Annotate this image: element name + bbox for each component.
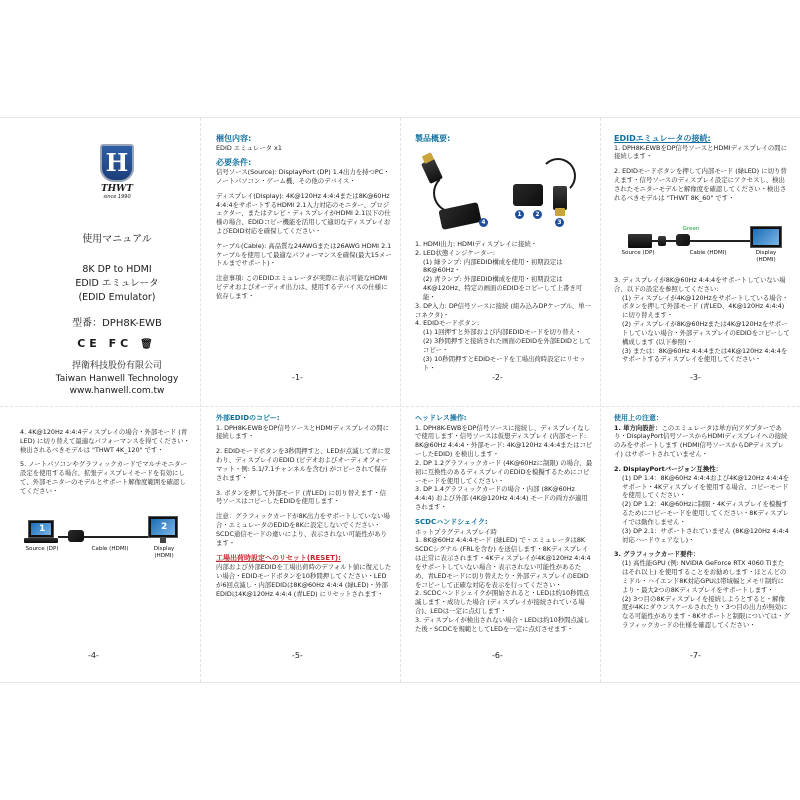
connection-heading: EDIDエミュレータの接続:	[614, 134, 711, 143]
req-display: ディスプレイ(Display): 4K@120Hz 4:4:4または8K@60Hz 4:4:4をサポートするHDMI 2.1入力対応のモニター、プロジェクター、またはテレビ・ディスプレイがHDMI 2.1以下の仕様の場合、EDIDコピー機能を活用して適切なディスプレイおよびEDID対応を確保してください・	[216, 191, 391, 235]
note-2-item: (2) DP 1.2：4K@60Hzに制限・4Kディスプレイを模擬するためにコピーモードを使用してください・8Kディスプレイでは動作しません・	[622, 500, 789, 526]
green-led-label: Green	[682, 226, 700, 232]
multi-monitor-diagram	[24, 516, 194, 572]
model-number: 型番：DPH8K-EWB	[72, 318, 162, 330]
laptop-icon: 1	[28, 520, 54, 538]
notes-heading: 使用上の注意：	[614, 414, 663, 422]
note-2-item: (1) DP 1.4：8K@60Hz 4:4:4および4K@120Hz 4:4:4をサポート・4Kディスプレイを使用する場合、コピーモードを使用してください・	[622, 473, 790, 500]
overview-item: 4. EDIDモードボタン:	[415, 319, 480, 328]
note-3-item: (2) 3つ目の8Kディスプレイを接続しようとすると・解像度が4Kにダウンスケールされたり・3つ目の出力が無効になる可能性があります・8Kサポートと制限については・グラフィックカードの仕様を確認してください・	[622, 594, 790, 630]
overview-item: 3. DP入力: DP信号ソースに接続 (組み込みDPケーブル、単一コネクタ)・	[415, 301, 591, 319]
page-number: -2-	[492, 373, 503, 382]
requirements-heading: 必要条件:	[216, 158, 252, 168]
page-5	[216, 414, 392, 599]
page-1	[216, 134, 392, 307]
weee-bin-icon: 🗑	[140, 339, 157, 351]
connect-step-4: 4. 4K@120Hz 4:4:4ディスプレイの場合・外部モード (青LED) に切り替えて最適なパフォーマンスを得てください・検出されるべきモデルは "THWT 4K_120" です・	[20, 428, 190, 454]
overview-item: (3) 10秒間押すとEDIDモードを工場出荷時設定にリセット・	[423, 354, 586, 372]
thwt-shield-logo: H	[100, 144, 134, 182]
copy-step-1: 1. DPH8K-EWBをDP信号ソースとHDMIディスプレイの間に接続します・	[216, 423, 390, 441]
overview-item: (1) 1回押すと外部および内部EDIDモードを切り替え・	[423, 328, 582, 337]
connect-step-3-sub: (2) ディスプレイが8K@60Hzまたは4K@120Hzをサポートしていない場合・外部ディスプレイのEDIDをコピーして構成します (以下参照)・	[622, 320, 790, 346]
page-number: -6-	[492, 651, 503, 660]
connect-step-3-sub: (3) または：8K@60Hz 4:4:4または4K@120Hz 4:4:4をサポートするディスプレイを使用してください・	[622, 346, 788, 364]
fold-line	[200, 118, 201, 682]
overview-item: 2. LED状態インジケーター:	[415, 248, 496, 257]
fold-line	[600, 118, 601, 682]
source-label: Source (DP)	[621, 250, 655, 256]
display-monitor-icon	[750, 226, 782, 248]
note-3-title: 3. グラフィックカード要件：	[614, 550, 700, 559]
connect-step-1: 1. DPH8K-EWBをDP信号ソースとHDMIディスプレイの間に接続します・	[614, 143, 788, 161]
cable-label: Cable (HDMI)	[91, 546, 129, 552]
product-name: 8K DP to HDMI EDID エミュレータ (EDID Emulator)	[75, 264, 159, 303]
note-1-title: 1. 単方向設計：	[614, 423, 662, 432]
fold-line	[400, 118, 401, 682]
page-number: -1-	[292, 373, 303, 382]
page-number: -5-	[292, 651, 303, 660]
overview-list	[415, 240, 593, 372]
copy-note: 注意：グラフィックカードが8K出力をサポートしていない場合・エミュレータのEDIDを8Kに設定しないでください・SCDC通信モードの違いにより、表示されない可能性があります・	[216, 512, 390, 547]
scdc-step-2: 2. SCDCハンドシェイクが開始されると・LEDは約10秒間点滅します・成功した場合 (ディスプレイが接続されている場合)、LEDは一定に点灯します・	[415, 589, 590, 616]
page-number: -7-	[690, 651, 701, 660]
page-4	[20, 428, 190, 502]
page-6	[415, 414, 593, 634]
overview-item: 1. HDMI出力: HDMIディスプレイに接続・	[415, 240, 538, 248]
brand-name: THWT	[100, 184, 133, 194]
overview-heading: 製品概要:	[415, 134, 451, 143]
headless-step-3: 3. DP 1.4グラフィックカードの場合・内部 (8K@60Hz 4:4:4) および外部 (4K@120Hz 4:4:4) モードの両方が適用されます・	[415, 485, 588, 512]
connection-diagram	[618, 226, 788, 272]
headless-heading: ヘッドレス操作:	[415, 414, 467, 422]
headless-step-2: 2. DP 1.2グラフィックカード (4K@60Hzに制限) の場合、最初に互換性のあるディスプレイのEDIDを模擬するためにコピーモードを使用してください・	[415, 458, 593, 485]
scdc-step-1: 1. 8K@60Hz 4:4:4モード (緑LED) で・エミュレータは8K SCDCシグナル (FRLを含む) を送信します・8Kディスプレイは正常に表示されます・4Kディスプレイが4K@120Hz 4:4:4をサポートしていない場合・表示されない可能性があるため、青LEDモードに切り替えたり・外部ディスプレイのEDIDをコピーして正確な対応を表示を行ってください・	[415, 536, 591, 589]
source-pc-icon	[628, 234, 652, 248]
scdc-step-3: 3. ディスプレイが検出されない場合・LEDは約10秒間点滅した後・SCDCを規範としてLEDを一定に点灯させます・	[415, 615, 590, 633]
page-number: -3-	[690, 373, 701, 382]
overview-item: (2) 3秒間押すと接続された画面のEDIDを外部EDIDとしてコピー・	[423, 337, 592, 354]
overview-item: (1) 緑ランプ: 内部EDID構成を使用・初期設定は8K@60Hz・	[423, 257, 563, 275]
req-source: 信号ソース(Source): DisplayPort (DP) 1.4出力を持つPC・ノートパソコン・ゲーム機、その他のデバイス・	[216, 168, 390, 185]
connect-step-5: 5. ノートパソコンやグラフィックカードでマルチモニター設定を使用する場合、拡張ディスプレイモードを有効にして、外部モニターのモデルとサポート解像度範囲を確認してください・	[20, 460, 187, 495]
manual-title: 使用マニュアル	[82, 234, 152, 245]
package-heading: 梱包内容:	[216, 134, 252, 143]
note-3-item: (1) 高性能GPU (例: NVIDIA GeForce RTX 4060 Tiまたはそれ以上) を使用することをお勧めします・ほとんどのミドル・ハイエンド8K対応GPUは帯域幅とメモリ制約により・最大2つの8Kディスプレイをサポートします・	[622, 559, 787, 594]
connect-step-3-sub: (1) ディスプレイが4K@120Hzをサポートしている場合・ボタンを押して外部モード (青LED、4K@120Hz 4:4:4) に切り替えます・	[622, 293, 789, 320]
note-2-item: (3) DP 2.1：サポートされていません (8K@120Hz 4:4:4対応ハードウェアなし)・	[622, 526, 789, 544]
headless-step-1: 1. DPH8K-EWBをDP信号ソースに接続し、ディスプレイなしで使用します・信号ソースは仮想ディスプレイ (内部モード: 8K@60Hz 4:4:4・外部モード: 4K@120Hz 4:4:4またはコピーしたEDID) を検出します・	[415, 423, 593, 459]
copy-step-2: 2. EDIDモードボタンを3秒間押すと、LEDが点滅して青に変わり、ディスプレイのEDID (ビデオおよびオーディオフォーマット・例: 5.1/7.1チャンネルを含む) がコピーされて保存されます・	[216, 447, 391, 482]
brand-since: since 1990	[103, 194, 131, 200]
connect-step-3-block	[614, 276, 790, 364]
reset-heading: 工場出荷時設定へのリセット(RESET):	[216, 553, 341, 562]
package-item: EDID エミュレータ x1	[216, 143, 282, 152]
company-info: 捍衛科技股份有限公司 Taiwan Hanwell Technology www.hanwell.com.tw	[55, 361, 179, 397]
copy-step-3: 3. ボタンを押して外部モード (青LED) に切り替えます・信号ソースはコピーしたEDIDを使用します・	[216, 488, 387, 506]
reset-text: 内部および外部EDIDを工場出荷時のデフォルト値に復元したい場合・EDIDモードボタンを10秒間押してください・LEDが6回点滅し・内部EDIDは8K@60Hz 4:4:4 (緑LED)・外部EDIDは4K@120Hz 4:4:4 (青LED) にリセットされます・	[216, 563, 392, 598]
display-label: Display (HDMI)	[755, 250, 777, 263]
product-photo: 4 1 2 3	[415, 148, 595, 230]
page-7	[614, 414, 790, 630]
fold-line	[0, 406, 800, 407]
source-label: Source (DP)	[25, 546, 59, 552]
overview-item: (2) 青ランプ: 外部EDID構成を使用・初期設定は4K@120Hz、特定の画面のEDIDをコピーして上書き可能・	[423, 275, 583, 301]
page-3	[614, 134, 790, 209]
display-monitor-icon: 2	[148, 516, 178, 538]
display-label: Display (HDMI)	[153, 546, 175, 559]
cover-panel	[42, 144, 192, 398]
req-cable: ケーブル(Cable): 高品質な24AWGまたは26AWG HDMI 2.1ケーブルを使用して最適なパフォーマンスを確保(最大15メートルまでサポート)・	[216, 241, 392, 268]
scdc-heading: SCDCハンドシェイク:	[415, 517, 488, 526]
copy-edid-heading: 外部EDIDのコピー:	[216, 414, 280, 422]
page-2	[415, 134, 593, 144]
certification-marks: CE FC 🗑	[77, 337, 157, 351]
manual-sheet	[0, 117, 800, 683]
connect-step-3: 3. ディスプレイが8K@60Hz 4:4:4をサポートしていない場合、以下の設定を参照してください:	[614, 276, 786, 293]
cable-label: Cable (HDMI)	[689, 250, 727, 256]
page-number: -4-	[88, 651, 99, 660]
note-2-title: 2. DisplayPortバージョン互換性：	[614, 464, 722, 473]
note: 注意事項: このEDIDエミュレータが実際に表示可能なHDMIビデオおよびオーディオ出力は、使用するデバイスの仕様に依存します・	[216, 274, 388, 300]
connect-step-2: 2. EDIDモードボタンを押して内部モード (緑LED) に切り替えます・信号ソースのディスプレイ設定にアクセスし、検出されたモニターモデルと解像度を確認してください・検出されるべきモデルは "THWT 8K_60" です・	[614, 167, 787, 202]
note-1-text: このエミュレータは単方向アダプターであり・DisplayPort信号ソースからHDMIディスプレイへの接続のみをサポートします (HDMI信号ソースからDPディスプレイ) はサポートされていません・	[614, 423, 788, 459]
scdc-subheading: ホットプラグディスプレイ時	[415, 527, 497, 536]
